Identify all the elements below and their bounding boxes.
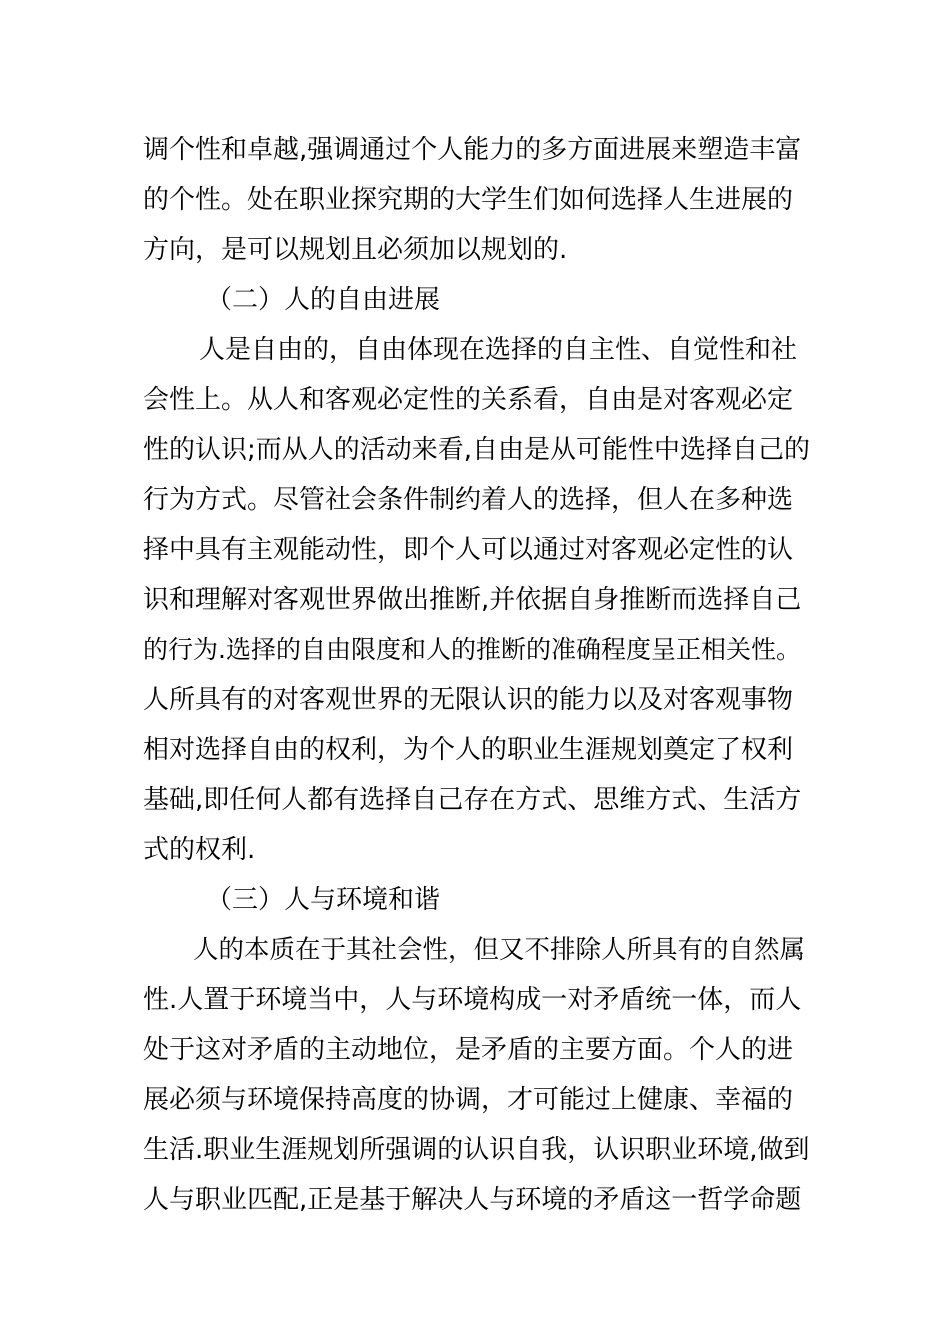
paragraph-3-line-5: 生活.职业生涯规划所强调的认识自我，认识职业环境,做到 — [143, 1135, 810, 1165]
paragraph-2-line-5: 择中具有主观能动性，即个人可以通过对客观必定性的认 — [143, 535, 794, 565]
paragraph-1-line-2: 的个性。处在职业探究期的大学生们如何选择人生进展的 — [143, 185, 794, 215]
paragraph-3-line-6: 人与职业匹配,正是基于解决人与环境的矛盾这一哲学命题 — [143, 1185, 802, 1215]
paragraph-3-line-2: 性.人置于环境当中，人与环境构成一对矛盾统一体，而人 — [143, 985, 802, 1015]
paragraph-2-line-3: 性的认识;而从人的活动来看,自由是从可能性中选择自己的 — [143, 435, 811, 465]
paragraph-1-line-1: 调个性和卓越,强调通过个人能力的多方面进展来塑造丰富 — [143, 135, 802, 165]
paragraph-2-line-8: 人所具有的对客观世界的无限认识的能力以及对客观事物 — [143, 685, 794, 715]
paragraph-3-line-1: 人的本质在于其社会性，但又不排除人所具有的自然属 — [193, 935, 806, 965]
paragraph-2-line-2: 会性上。从人和客观必定性的关系看，自由是对客观必定 — [143, 385, 794, 415]
paragraph-2-line-6: 识和理解对客观世界做出推断,并依据自身推断而选择自己 — [143, 585, 802, 615]
paragraph-2-line-1: 人是自由的，自由体现在选择的自主性、自觉性和社 — [199, 335, 798, 365]
paragraph-2-line-7: 的行为.选择的自由限度和人的推断的准确程度呈正相关性。 — [143, 635, 801, 664]
paragraph-3-line-4: 展必须与环境保持高度的协调，才可能过上健康、幸福的 — [143, 1085, 794, 1115]
paragraph-3-line-3: 处于这对矛盾的主动地位，是矛盾的主要方面。个人的进 — [143, 1035, 794, 1065]
section-heading-3: （三）人与环境和谐 — [206, 885, 441, 915]
paragraph-1-line-3: 方向，是可以规划且必须加以规划的. — [143, 235, 568, 265]
paragraph-2-line-10: 基础,即任何人都有选择自己存在方式、思维方式、生活方 — [143, 785, 802, 815]
paragraph-2-line-4: 行为方式。尽管社会条件制约着人的选择，但人在多种选 — [143, 485, 794, 515]
section-heading-2: （二）人的自由进展 — [206, 285, 441, 315]
paragraph-2-line-9: 相对选择自由的权利，为个人的职业生涯规划奠定了权利 — [143, 735, 794, 765]
paragraph-2-line-11: 式的权利. — [143, 835, 256, 865]
